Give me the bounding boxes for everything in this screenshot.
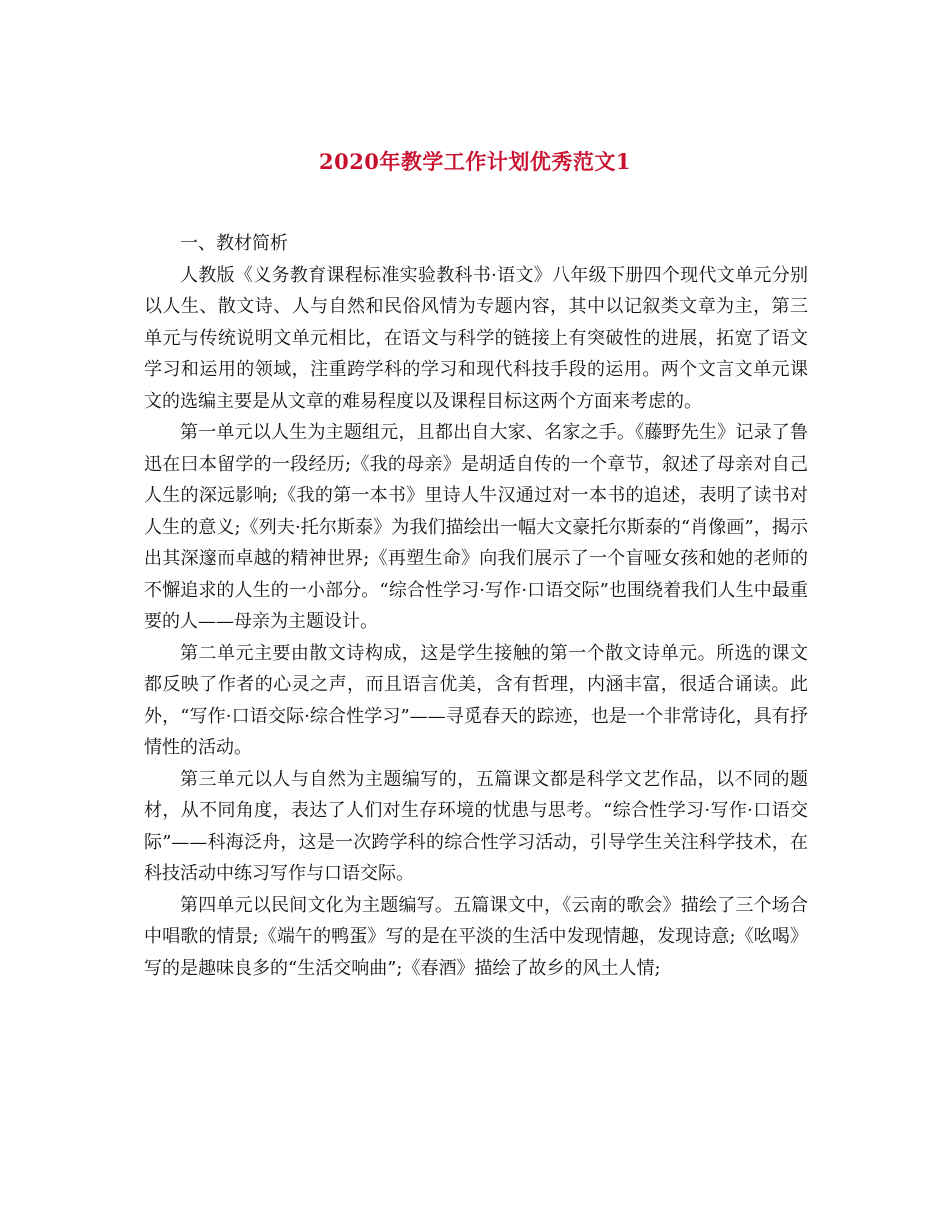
paragraph-unit-4: 第四单元以民间文化为主题编写。五篇课文中，《云南的歌会》描绘了三个场合中唱歌的情景;《端午的鸭蛋》写的是在平淡的生活中发现情趣，发现诗意;《吆喝》写的是趣味良多的“生活交响曲”;《春酒》描绘了故乡的风土人情; [144,894,808,979]
page-title: 2020年教学工作计划优秀范文1 [318,149,632,174]
paragraph-unit-1: 第一单元以人生为主题组元，且都出自大家、名家之手。《藤野先生》记录了鲁迅在曰本留学的一段经历;《我的母亲》是胡适自传的一个章节，叙述了母亲对自己人生的深远影响;《我的第一本书》里诗人牛汉通过对一本书的追述，表明了读书对人生的意义;《列夫·托尔斯泰》为我们描绘出一幅大文豪托尔斯泰的“肖像画”，揭示出其深邃而卓越的精神世界;《再塑生命》向我们展示了一个盲哑女孩和她的老师的不懈追求的人生的一小部分。“综合性学习·写作·口语交际”也围绕着我们人生中最重要的人——母亲为主题设计。 [144,422,808,632]
section-heading: 一、教材简析 [180,233,288,254]
paragraph-unit-3: 第三单元以人与自然为主题编写的，五篇课文都是科学文艺作品，以不同的题材，从不同角度，表达了人们对生存环境的忧患与思考。“综合性学习·写作·口语交际”——科海泛舟，这是一次跨学科的综合性学习活动，引导学生关注科学技术，在科技活动中练习写作与口语交际。 [144,768,808,884]
paragraph-unit-2: 第二单元主要由散文诗构成，这是学生接触的第一个散文诗单元。所选的课文都反映了作者的心灵之声，而且语言优美，含有哲理，内涵丰富，很适合诵读。此外，“写作·口语交际·综合性学习”——寻觅春天的踪迹，也是一个非常诗化，具有抒情性的活动。 [144,642,808,758]
paragraph-textbook-overview: 人教版《义务教育课程标准实验教科书·语文》八年级下册四个现代文单元分别以人生、散文诗、人与自然和民俗风情为专题内容，其中以记叙类文章为主，第三单元与传统说明文单元相比，在语文与科学的链接上有突破性的进展，拓宽了语文学习和运用的领域，注重跨学科的学习和现代科技手段的运用。两个文言文单元课文的选编主要是从文章的难易程度以及课程目标这两个方面来考虑的。 [144,264,808,412]
document-body [144,228,808,984]
